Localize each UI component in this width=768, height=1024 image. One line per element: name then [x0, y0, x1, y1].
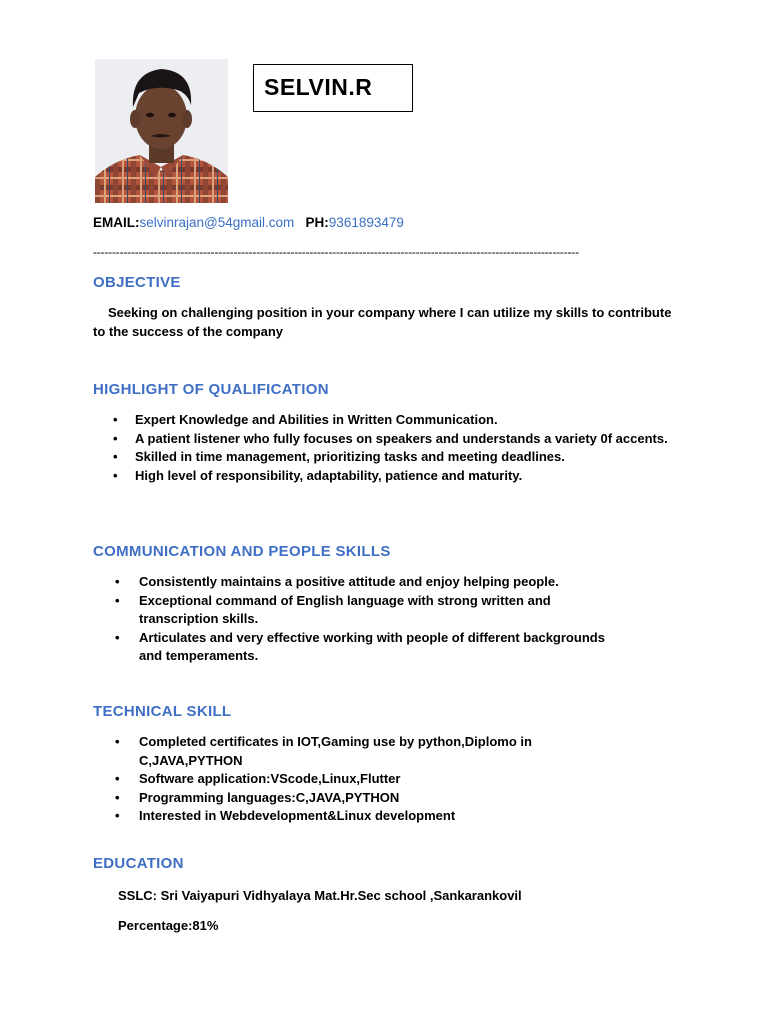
qualification-list	[135, 411, 680, 485]
sslc-line: SSLC: Sri Vaiyapuri Vidhyalaya Mat.Hr.Sec school ,Sankarankovil	[118, 888, 522, 903]
contact-line	[93, 215, 404, 230]
profile-photo	[95, 59, 228, 203]
phone-label: PH:	[305, 215, 329, 230]
objective-heading: OBJECTIVE	[93, 274, 181, 291]
email-link[interactable]: selvinrajan@54gmail.com	[139, 215, 295, 230]
list-item: • Exceptional command of English language with strong written and transcription skills.	[139, 592, 629, 629]
list-item: • Articulates and very effective working with people of different backgrounds and temperaments.	[139, 629, 629, 666]
list-item: • A patient listener who fully focuses on speakers and understands a variety 0f accents.	[135, 430, 680, 449]
objective-text: Seeking on challenging position in your company where I can utilize my skills to contribute to the success of the company	[93, 305, 672, 339]
percentage-line: Percentage:81%	[118, 918, 219, 933]
dashed-divider: --------------------------------------------------------------------------------------------------------------------------------	[93, 245, 579, 259]
list-item: • High level of responsibility, adaptability, patience and maturity.	[135, 467, 680, 486]
list-item: • Expert Knowledge and Abilities in Written Communication.	[135, 411, 680, 430]
phone-link[interactable]: 9361893479	[328, 215, 404, 230]
list-item: • Programming languages:C,JAVA,PYTHON	[139, 789, 609, 808]
technical-heading: TECHNICAL SKILL	[93, 703, 232, 720]
communication-list	[139, 573, 629, 666]
email-label: EMAIL:	[93, 215, 140, 230]
communication-heading: COMMUNICATION AND PEOPLE SKILLS	[93, 543, 391, 560]
list-item: • Software application:VScode,Linux,Flutter	[139, 770, 609, 789]
technical-list	[139, 733, 609, 826]
list-item: • Skilled in time management, prioritizing tasks and meeting deadlines.	[135, 448, 680, 467]
list-item: • Consistently maintains a positive attitude and enjoy helping people.	[139, 573, 629, 592]
list-item: • Completed certificates in IOT,Gaming use by python,Diplomo in C,JAVA,PYTHON	[139, 733, 609, 770]
candidate-name: SELVIN.R	[253, 64, 413, 112]
list-item: • Interested in Webdevelopment&Linux development	[139, 807, 609, 826]
education-heading: EDUCATION	[93, 855, 184, 872]
qualification-heading: HIGHLIGHT OF QUALIFICATION	[93, 381, 329, 398]
